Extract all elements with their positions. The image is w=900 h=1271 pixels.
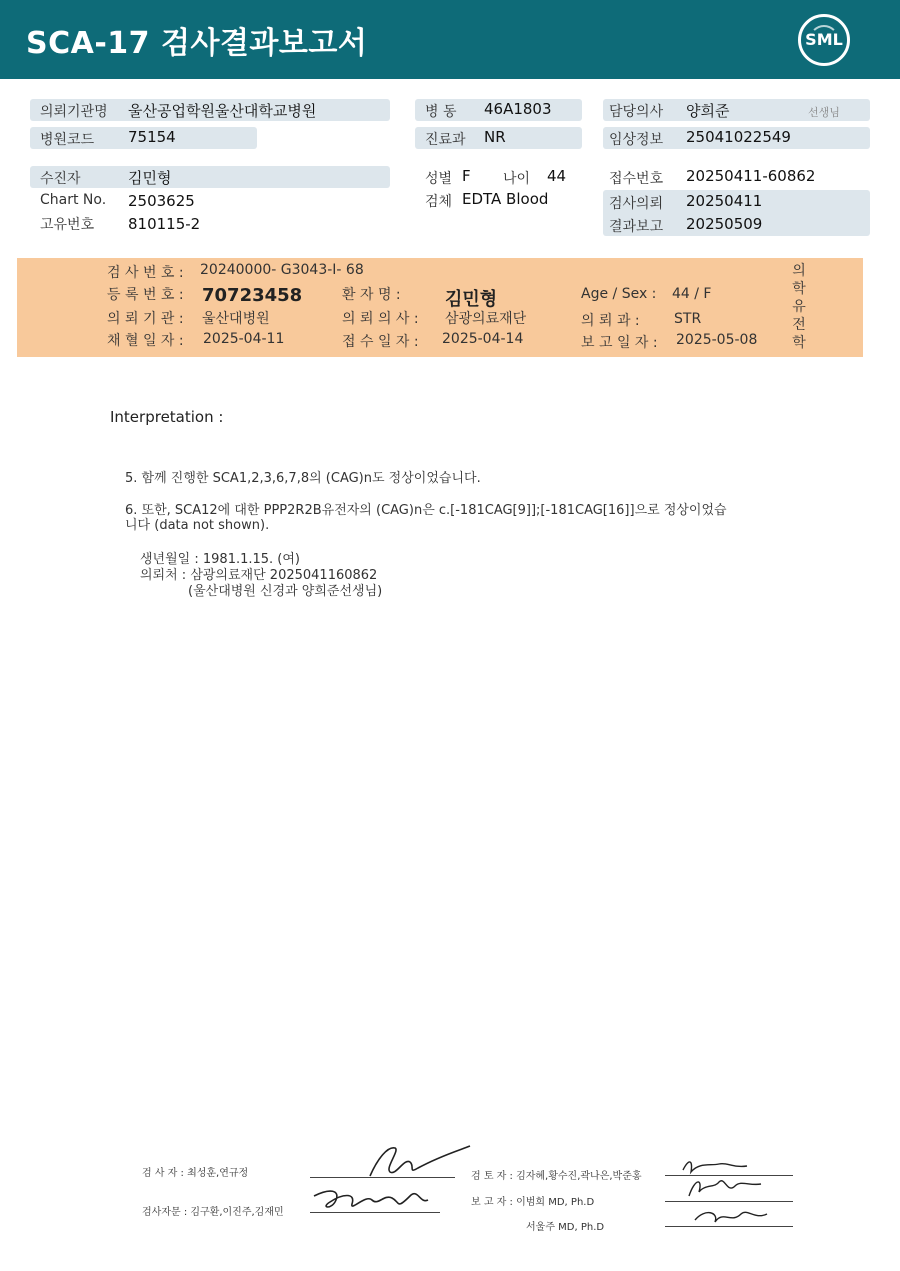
clinical-info-value: 25041022549 [686,128,791,146]
sex-value: F [462,167,471,185]
institution-label: 의 뢰 기 관 : [107,311,184,327]
interpretation-item-5: 5. 함께 진행한 SCA1,2,3,6,7,8의 (CAG)n도 정상이었습니다. [125,471,481,486]
report-date-label: 보 고 일 자 : [581,335,658,351]
age-value: 44 [547,167,567,185]
test-request-value: 20250411 [686,192,763,210]
handwritten-signature-left [300,1138,480,1228]
advisor-names: 검사자문 : 김구환,이진주,김재민 [142,1207,284,1218]
chart-no-label: Chart No. [40,192,107,208]
receipt-no-label: 접수번호 [609,171,664,187]
patient-name-value: 김민형 [445,289,498,310]
test-no-value: 20240000- G3043-I- 68 [200,262,364,278]
receipt-date-value: 2025-04-14 [442,331,524,347]
lab-header-block [17,258,863,357]
patient-value: 김민형 [128,169,172,187]
referring-institution-value: 울산공업학원울산대학교병원 [128,102,317,120]
dept-value: STR [674,311,702,327]
referring-institution-label: 의뢰기관명 [40,104,108,120]
test-request-label: 검사의뢰 [609,196,664,212]
doctor-suffix: 선생님 [808,106,840,119]
examiner-names: 검 사 자 : 최성훈,연규정 [142,1168,249,1179]
requester-sub-line: (울산대병원 신경과 양희준선생님) [188,584,383,599]
result-report-label: 결과보고 [609,219,664,235]
patient-name-label: 환 자 명 : [342,287,401,303]
hospital-code-value: 75154 [128,128,176,146]
reporter2-name: 서울주 MD, Ph.D [526,1222,605,1233]
reg-no-label: 등 록 번 호 : [107,287,184,303]
receipt-date-label: 접 수 일 자 : [342,334,419,350]
medical-genetics-label: 의학유전학 [792,263,806,351]
logo-text: SML [805,30,843,49]
department-label: 진료과 [425,132,466,148]
row-bar-patient [30,166,390,188]
referring-doctor-value: 삼광의료재단 [445,311,527,327]
doctor-value: 양희준 [686,102,730,120]
department-value: NR [484,128,506,146]
result-report-value: 20250509 [686,215,763,233]
doctor-label: 담당의사 [609,104,664,120]
dept-label: 의 뢰 과 : [581,313,640,329]
birth-date-line: 생년월일 : 1981.1.15. (여) [140,552,301,567]
ward-label: 병 동 [425,104,457,120]
report-date-value: 2025-05-08 [676,332,758,348]
collection-date-label: 채 혈 일 자 : [107,333,184,349]
report-title: SCA-17 검사결과보고서 [26,26,368,61]
clinical-info-label: 임상정보 [609,132,664,148]
specimen-label: 검체 [425,194,453,210]
report-header [0,0,900,79]
sml-logo [798,14,850,66]
reporter-name: 보 고 자 : 이범희 MD, Ph.D [471,1197,595,1208]
specimen-value: EDTA Blood [462,190,549,208]
handwritten-signature-right [675,1152,785,1232]
age-label: 나이 [503,171,531,187]
test-no-label: 검 사 번 호 : [107,265,184,281]
age-sex-value: 44 / F [672,286,712,302]
patient-label: 수진자 [40,171,81,187]
referring-doctor-label: 의 뢰 의 사 : [342,311,419,327]
receipt-no-value: 20250411-60862 [686,167,816,185]
interpretation-item-6-line2: 니다 (data not shown). [125,518,270,533]
ward-value: 46A1803 [484,100,552,118]
interpretation-title: Interpretation : [110,408,224,426]
age-sex-label: Age / Sex : [581,286,657,302]
chart-no-value: 2503625 [128,192,195,210]
reviewer-names: 검 토 자 : 김자혜,황수진,곽나은,박준홍 [471,1171,642,1182]
interpretation-item-6-line1: 6. 또한, SCA12에 대한 PPP2R2B유전자의 (CAG)n은 c.[-181CAG[9]];[-181CAG[16]]으로 정상이었습 [125,503,727,518]
requester-line: 의뢰처 : 삼광의료재단 2025041160862 [140,568,378,583]
reg-no-value: 70723458 [202,285,303,306]
collection-date-value: 2025-04-11 [203,331,285,347]
sex-label: 성별 [425,171,453,187]
unique-no-label: 고유번호 [40,217,95,233]
hospital-code-label: 병원코드 [40,132,95,148]
unique-no-value: 810115-2 [128,215,201,233]
institution-value: 울산대병원 [202,311,270,327]
